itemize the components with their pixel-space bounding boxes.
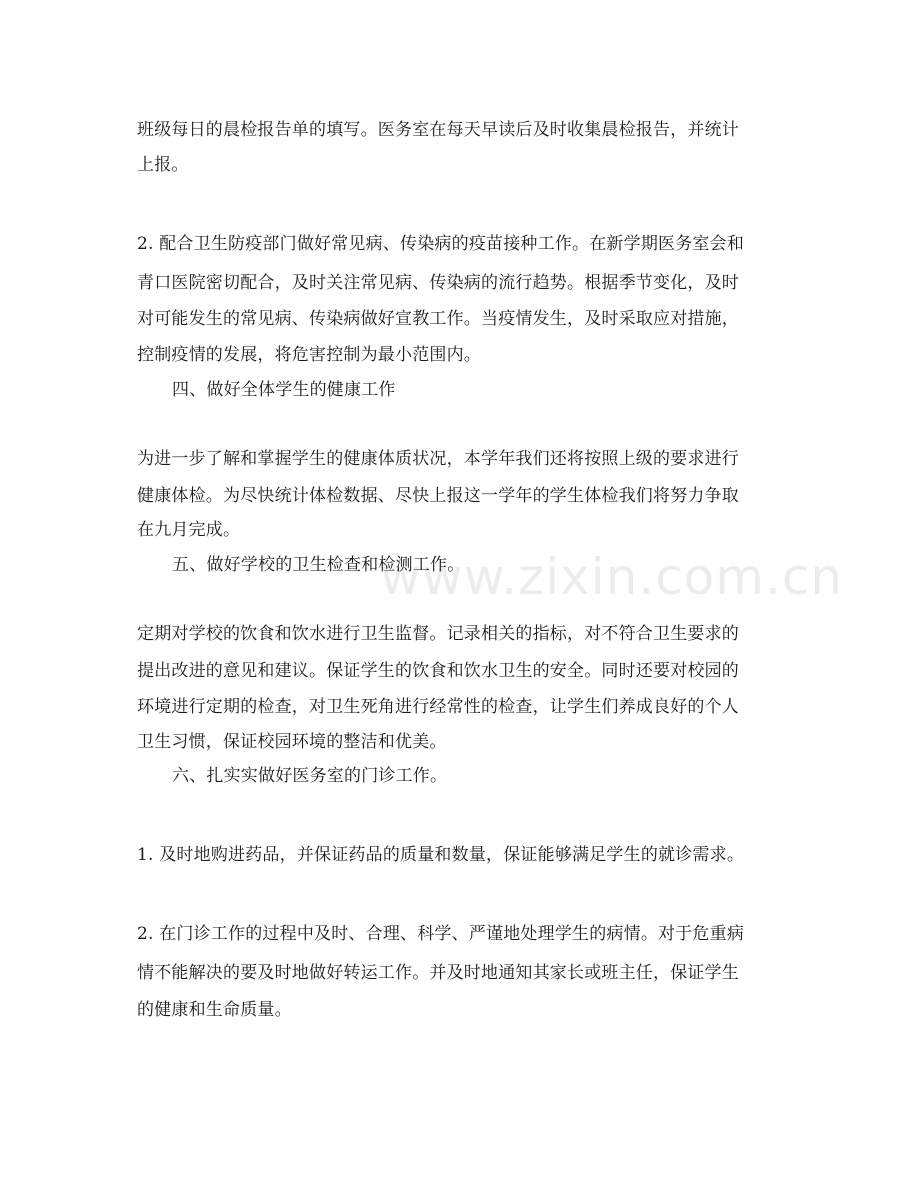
- section-heading: 六、扎实实做好医务室的门诊工作。: [172, 766, 448, 786]
- paragraph-line: 环境进行定期的检查，对卫生死角进行经常性的检查，让学生们养成良好的个人: [137, 697, 739, 717]
- paragraph-line: 定期对学校的饮食和饮水进行卫生监督。记录相关的指标，对不符合卫生要求的: [137, 624, 739, 644]
- paragraph-line: 控制疫情的发展，将危害控制为最小范围内。: [137, 345, 481, 365]
- watermark: www.zixin.com.cn: [380, 548, 844, 606]
- section-heading: 五、做好学校的卫生检查和检测工作。: [172, 555, 465, 575]
- paragraph-line: 2. 在门诊工作的过程中及时、合理、科学、严谨地处理学生的病情。对于危重病: [137, 924, 745, 944]
- paragraph-line: 在九月完成。: [137, 520, 241, 540]
- paragraph-line: 为进一步了解和掌握学生的健康体质状况，本学年我们还将按照上级的要求进行: [137, 449, 739, 469]
- paragraph-line: 的健康和生命质量。: [137, 1000, 292, 1020]
- paragraph-line: 情不能解决的要及时地做好转运工作。并及时地通知其家长或班主任，保证学生: [137, 963, 739, 983]
- paragraph-line: 上报。: [137, 155, 189, 175]
- paragraph-line: 班级每日的晨检报告单的填写。医务室在每天早读后及时收集晨检报告，并统计: [137, 120, 739, 140]
- paragraph-line: 对可能发生的常见病、传染病做好宣教工作。当疫情发生，及时采取应对措施，: [137, 309, 739, 329]
- paragraph-line: 2. 配合卫生防疫部门做好常见病、传染病的疫苗接种工作。在新学期医务室会和: [137, 234, 745, 254]
- paragraph-line: 1. 及时地购进药品，并保证药品的质量和数量，保证能够满足学生的就诊需求。: [137, 845, 745, 865]
- paragraph-line: 提出改进的意见和建议。保证学生的饮食和饮水卫生的安全。同时还要对校园的: [137, 661, 739, 681]
- paragraph-line: 青口医院密切配合，及时关注常见病、传染病的流行趋势。根据季节变化，及时: [137, 273, 739, 293]
- paragraph-line: 健康体检。为尽快统计体检数据、尽快上报这一学年的学生体检我们将努力争取: [137, 486, 739, 506]
- paragraph-line: 卫生习惯，保证校园环境的整洁和优美。: [137, 732, 447, 752]
- section-heading: 四、做好全体学生的健康工作: [172, 380, 396, 400]
